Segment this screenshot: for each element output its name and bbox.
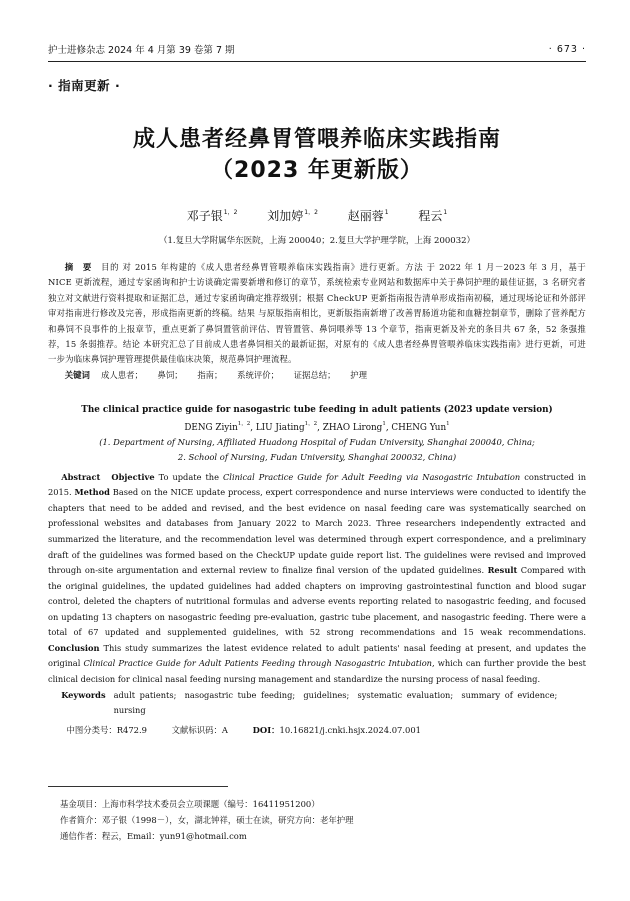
abstract-cn <box>48 260 586 368</box>
keyword: 证据总结； <box>293 369 336 380</box>
abstract-en-label: Abstract <box>61 471 101 482</box>
doi: DOI：10.16821/j.cnki.hsjx.2024.07.001 <box>252 724 422 735</box>
author-en: ZHAO Lirong$^1$ <box>322 420 386 433</box>
keywords-en-text: adult patients; nasogastric tube feeding; guidelines; systematic evaluation; summary of evidence; nursing <box>113 689 566 715</box>
keyword: 成人患者； <box>100 369 143 380</box>
title-line-1: 成人患者经鼻胃管喂养临床实践指南 <box>132 127 501 152</box>
abstract-cn-label: 摘 要 <box>64 262 92 272</box>
author: 刘加婷$^{1,2}$ <box>267 209 318 223</box>
keywords-cn-label: 关键词 <box>64 369 90 380</box>
keyword: 指南； <box>197 369 223 380</box>
author-list-en: DENG Ziyin$^{1,2}$, LIU Jiating$^{1,2}$, ZHAO Lirong$^1$, CHENG Yun$^1$ <box>184 420 450 433</box>
author-list-cn <box>48 207 586 224</box>
conclusion-text: , which can further provide the best clinical decision for clinical nasal feeding nursing management and standardize the nursing process of nasal feeding. <box>48 658 586 684</box>
conclusion-label: Conclusion <box>48 642 100 653</box>
author-en: CHENG Yun$^1$ <box>391 420 450 433</box>
objective-text: To update the <box>154 471 223 482</box>
author-bio-note: 作者简介：邓子银（1998－），女，湖北钟祥，硕士在读，研究方向：老年护理 <box>60 815 354 825</box>
header-rule <box>48 61 586 62</box>
author: 程云$^1$ <box>418 209 448 223</box>
footnote-rule <box>48 786 228 787</box>
result-text: Compared with the original guidelines, the updated guidelines had added chapters on improving gastrointestinal function and blood sugar control, deleted the chapters of nutritional formulas and adverse events reporting related to nasogastric feeding, and focused on updating 13 chapters on nasogastric feeding pre-evaluation, gastric tube placement, and nasogastric feeding. There were a total of 67 updated and supplemented guidelines, with 52 strong recommendations and 15 weak recommendations. <box>48 565 586 638</box>
objective-label: Objective <box>111 471 155 482</box>
result-label: Result <box>487 565 518 576</box>
footnotes <box>60 796 354 844</box>
author-en: LIU Jiating$^{1,2}$ <box>255 420 318 433</box>
guide-title-italic: Clinical Practice Guide for Adult Feeding via Nasogastric Intubation <box>223 471 521 482</box>
keywords-en-label: Keywords <box>61 689 106 700</box>
method-label: Method <box>74 487 110 498</box>
objective-text: constructed in 2015. <box>48 471 587 498</box>
author: 赵丽蓉$^1$ <box>347 209 389 223</box>
document-code: 文献标识码：A <box>171 724 228 735</box>
keyword: 鼻饲； <box>157 369 183 380</box>
clc-number: 中图分类号：R472.9 <box>66 724 147 735</box>
page-number: · 673 · <box>548 43 586 55</box>
funding-note: 基金项目：上海市科学技术委员会立项课题（编号：16411951200） <box>60 799 320 809</box>
classification-line <box>48 724 586 736</box>
keywords-cn <box>48 368 586 383</box>
affiliation-en <box>48 435 586 465</box>
keywords-en <box>48 688 586 719</box>
conclusion-text: This study summarizes the latest evidence related to adult patients' nasal feeding at present, and updates the original <box>48 642 586 669</box>
affiliation-cn: （1.复旦大学附属华东医院，上海 200040；2.复旦大学护理学院，上海 200032） <box>158 236 476 246</box>
affiliation-en-line: 2. School of Nursing, Fudan University, Shanghai 200032, China) <box>177 451 457 462</box>
keyword: 护理 <box>350 369 367 380</box>
author-en: DENG Ziyin$^{1,2}$ <box>184 420 251 433</box>
english-title: The clinical practice guide for nasogastric tube feeding in adult patients (2023 update version) <box>81 404 553 415</box>
title-line-2: （2023 年更新版） <box>211 158 423 183</box>
abstract-en <box>48 470 586 688</box>
guide-title-italic: Clinical Practice Guide for Adult Patients Feeding through Nasogastric Intubation <box>83 658 432 669</box>
abstract-cn-text: 目的 对 2015 年构建的《成人患者经鼻胃管喂养临床实践指南》进行更新。方法 于 2022 年 1 月－2023 年 3 月，基于 NICE 更新流程，通过专家函询和护士访谈确定需要新增和修订的章节，系统检索专业网站和数据库中关于鼻饲护理的最佳证据，3 名研究者独立对文献进行资料提取和证据汇总，通过专家函询确定推荐级别；根据 CheckUP 更新指南报告清单形成指南初稿，通过现场论证和外部评审对指南进行修改及完善，形成指南更新的终稿。结果 与原版指南相比，更新版指南新增了改善胃肠道功能和血糖控制章节，删除了营养配方和鼻饲不良事件的上报章节，重点更新了鼻饲置管前评估、胃管置管、鼻饲喂养等 13 个章节，指南更新及补充的条目共 67 条，52 条强推荐，15 条弱推荐。结论 本研究汇总了目前成人患者鼻饲相关的最新证据，对原有的《成人患者经鼻胃管喂养临床实践指南》进行更新，可进一步为临床鼻饲护理管理提供最佳临床决策，规范鼻饲护理流程。 <box>48 262 586 365</box>
author: 邓子银$^{1,2}$ <box>186 209 238 223</box>
journal-issue: 护士进修杂志 2024 年 4 月第 39 卷第 7 期 <box>48 45 235 56</box>
corresponding-author-note: 通信作者：程云，Email：yun91@hotmail.com <box>60 831 247 841</box>
article-title <box>48 124 586 186</box>
keyword: 系统评价； <box>237 369 279 380</box>
affiliation-en-line: (1. Department of Nursing, Affiliated Huadong Hospital of Fudan University, Shanghai 200040, China; <box>99 436 535 447</box>
running-head <box>48 0 586 56</box>
method-text: Based on the NICE update process, expert correspondence and nurse interviews were conducted to identify the chapters that need to be added and revised, and the best evidence on nasal feeding care was systematically searched on professional websites and databases from January 2022 to March 2023. Three researchers independently extracted and summarized the literature, and the recommendation level was determined through expert correspondence, and a preliminary draft of the guidelines was formed based on the CheckUP update guide report list. The guidelines were revised and improved through on-site argumentation and external review to finalize final version of the updated guidelines. <box>48 487 586 576</box>
section-tag: · 指南更新 · <box>48 78 121 93</box>
